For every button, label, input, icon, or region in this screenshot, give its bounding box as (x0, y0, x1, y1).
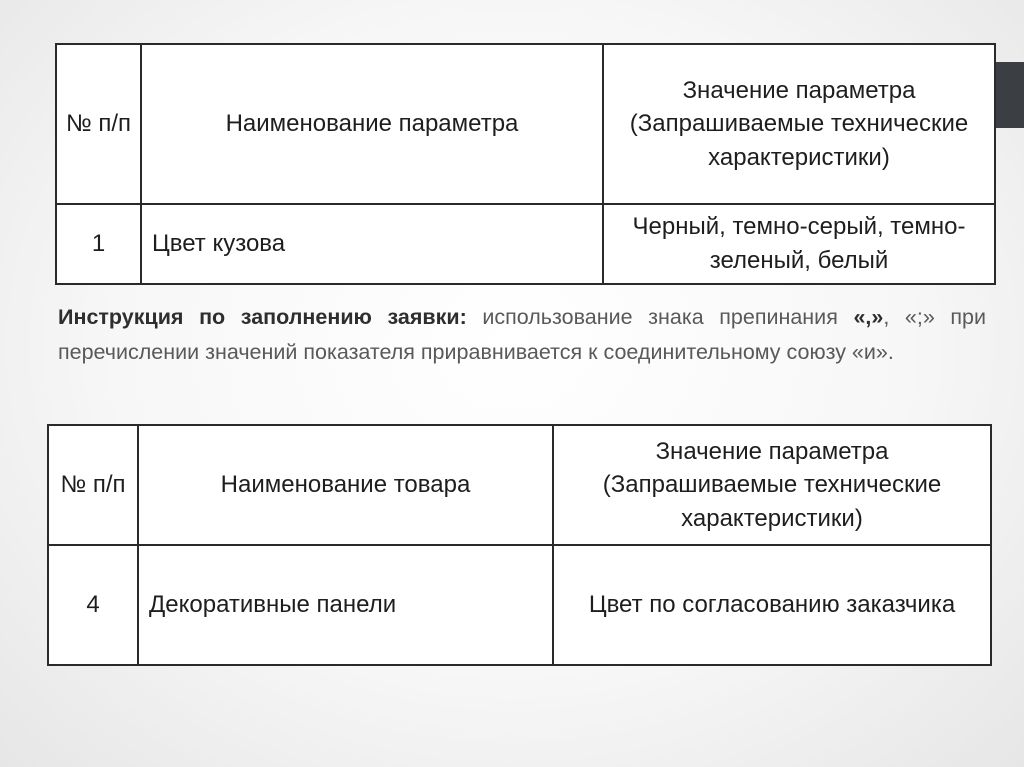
instruction-text-2: , «;» при перечислении значений показателя приравнивается к соединительному союзу «и». (58, 305, 986, 364)
header-name-cell: Наименование параметра (141, 44, 603, 204)
row-number-cell: 4 (48, 545, 138, 665)
row-name-cell: Декоративные панели (138, 545, 553, 665)
table-row (56, 204, 995, 284)
instruction-symbol: «,» (853, 305, 884, 329)
table-header-row (56, 44, 995, 204)
table-row (48, 545, 991, 665)
row-number-cell: 1 (56, 204, 141, 284)
row-value-cell: Цвет по согласованию заказчика (553, 545, 991, 665)
parameter-table-2 (47, 424, 992, 666)
header-value-cell: Значение параметра (Запрашиваемые технические характеристики) (603, 44, 995, 204)
header-name-cell: Наименование товара (138, 425, 553, 545)
row-name-cell: Цвет кузова (141, 204, 603, 284)
header-number-cell: № п/п (48, 425, 138, 545)
instruction-text-1: использование знака препинания (466, 305, 854, 329)
instruction-paragraph (58, 300, 986, 370)
instruction-label: Инструкция по заполнению заявки: (58, 305, 467, 329)
header-number-cell: № п/п (56, 44, 141, 204)
parameter-table-1 (55, 43, 996, 285)
header-value-cell: Значение параметра (Запрашиваемые технические характеристики) (553, 425, 991, 545)
table-header-row (48, 425, 991, 545)
row-value-cell: Черный, темно-серый, темно-зеленый, белый (603, 204, 995, 284)
